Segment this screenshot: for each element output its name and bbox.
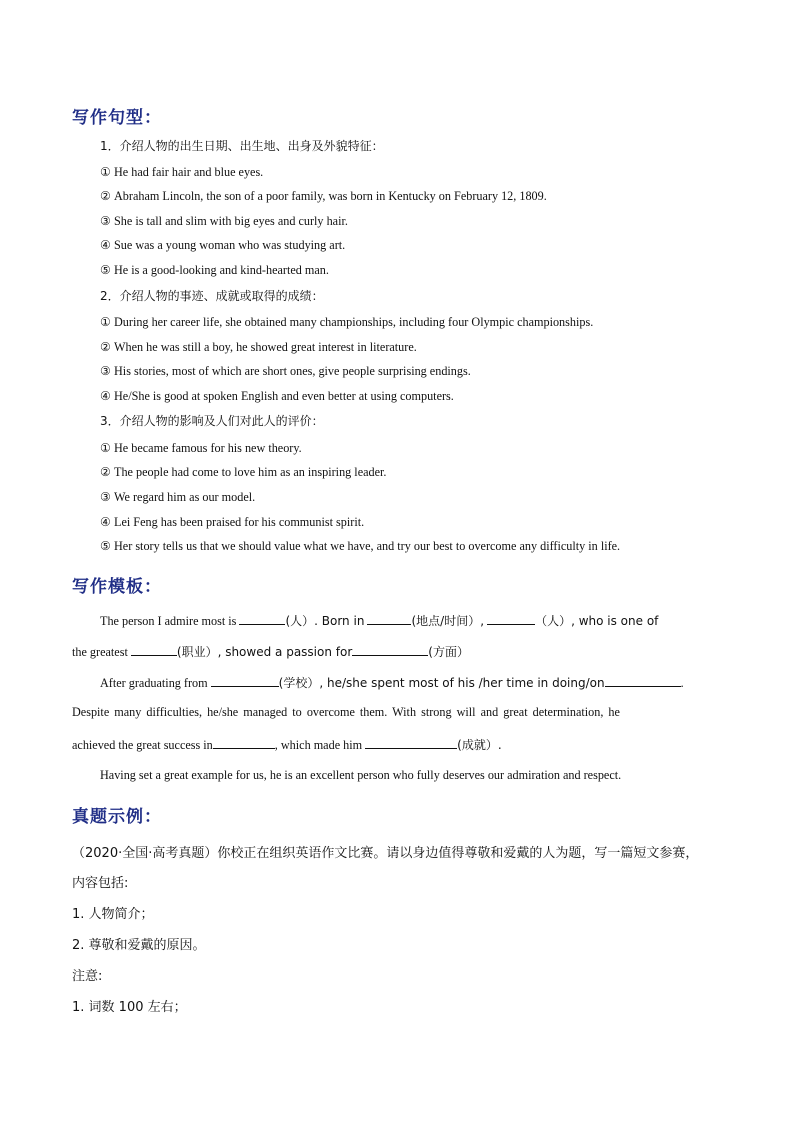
exam-prompt-line-3: 1. 人物简介； bbox=[72, 907, 154, 922]
item-number: ⑤ bbox=[100, 263, 111, 277]
list-item bbox=[100, 237, 345, 253]
blank-line bbox=[487, 613, 535, 625]
item-text: He/She is good at spoken English and even better at using computers. bbox=[114, 389, 454, 403]
exam-prompt-line-5: 注意: bbox=[72, 969, 103, 984]
item-number: ① bbox=[100, 441, 111, 455]
item-number: ② bbox=[100, 465, 111, 479]
item-number: ① bbox=[100, 315, 111, 329]
section-1-title: 1．介绍人物的出生日期、出生地、出身及外貌特征： bbox=[100, 139, 384, 153]
heading-real-exam-example: 真题示例： bbox=[72, 807, 162, 827]
item-number: ③ bbox=[100, 214, 111, 228]
template-text: (职业）, showed a passion for bbox=[176, 645, 353, 659]
item-number: ① bbox=[100, 165, 111, 179]
template-line-4: Despite many difficulties, he/she managed to overcome them. With strong will and great determination, he bbox=[72, 705, 620, 719]
item-number: ② bbox=[100, 340, 111, 354]
item-number: ⑤ bbox=[100, 539, 111, 553]
item-text: Sue was a young woman who was studying art. bbox=[114, 238, 346, 252]
template-text: (人）. Born in bbox=[285, 614, 365, 628]
template-text: (学校）, he/she spent most of his /her time in doing/on bbox=[278, 676, 605, 690]
template-line-1 bbox=[100, 612, 750, 629]
item-number: ④ bbox=[100, 515, 111, 529]
exam-prompt-line-4: 2. 尊敬和爱戴的原因。 bbox=[72, 938, 206, 953]
template-text: The person I admire most is bbox=[100, 614, 237, 628]
item-text: He had fair hair and blue eyes. bbox=[114, 165, 264, 179]
blank-line bbox=[213, 737, 275, 749]
section-2-title: 2．介绍人物的事迹、成就或取得的成绩： bbox=[100, 289, 324, 303]
list-item bbox=[100, 262, 329, 278]
item-text: He is a good-looking and kind-hearted man. bbox=[114, 263, 329, 277]
list-item bbox=[100, 489, 255, 505]
template-text: . bbox=[680, 676, 684, 690]
list-item bbox=[100, 339, 417, 355]
item-text: His stories, most of which are short ones, give people surprising endings. bbox=[114, 364, 471, 378]
list-item bbox=[100, 538, 620, 554]
template-text: , which made him bbox=[274, 738, 363, 752]
blank-line bbox=[211, 675, 279, 687]
item-text: During her career life, she obtained many championships, including four Olympic championships. bbox=[114, 315, 594, 329]
item-text: Lei Feng has been praised for his communist spirit. bbox=[114, 515, 365, 529]
template-text: (成就）. bbox=[457, 738, 502, 752]
list-item bbox=[100, 164, 263, 180]
item-text: Her story tells us that we should value what we have, and try our best to overcome any difficulty in life. bbox=[114, 539, 621, 553]
item-number: ③ bbox=[100, 364, 111, 378]
item-number: ④ bbox=[100, 238, 111, 252]
exam-prompt-line-1: （2020·全国·高考真题）你校正在组织英语作文比赛。请以身边值得尊敬和爱戴的人为题，写一篇短文参赛， bbox=[72, 846, 699, 861]
section-3-title: 3．介绍人物的影响及人们对此人的评价： bbox=[100, 414, 324, 428]
blank-line bbox=[365, 737, 457, 749]
template-text: (方面） bbox=[428, 645, 469, 659]
blank-line bbox=[367, 613, 411, 625]
item-text: We regard him as our model. bbox=[114, 490, 256, 504]
item-number: ④ bbox=[100, 389, 111, 403]
template-line-3 bbox=[100, 674, 750, 691]
list-item bbox=[100, 314, 593, 330]
list-item bbox=[100, 464, 386, 480]
list-item bbox=[100, 440, 302, 456]
item-text: The people had come to love him as an inspiring leader. bbox=[114, 465, 387, 479]
item-number: ② bbox=[100, 189, 111, 203]
list-item bbox=[100, 188, 547, 204]
list-item bbox=[100, 388, 454, 404]
item-number: ③ bbox=[100, 490, 111, 504]
template-text: achieved the great success in bbox=[72, 738, 213, 752]
item-text: She is tall and slim with big eyes and curly hair. bbox=[114, 214, 348, 228]
exam-prompt-line-6: 1. 词数 100 左右； bbox=[72, 1000, 187, 1015]
heading-writing-template: 写作模板： bbox=[72, 577, 162, 597]
item-text: When he was still a boy, he showed great interest in literature. bbox=[114, 340, 417, 354]
item-text: Abraham Lincoln, the son of a poor family, was born in Kentucky on February 12, 1809. bbox=[114, 189, 547, 203]
template-text: (地点/时间）, bbox=[411, 614, 485, 628]
list-item bbox=[100, 363, 471, 379]
blank-line bbox=[605, 675, 681, 687]
template-text: After graduating from bbox=[100, 676, 208, 690]
item-text: He became famous for his new theory. bbox=[114, 441, 302, 455]
blank-line bbox=[352, 644, 428, 656]
template-text: the greatest bbox=[72, 645, 128, 659]
blank-line bbox=[239, 613, 285, 625]
template-line-6: Having set a great example for us, he is an excellent person who fully deserves our admiration and respect. bbox=[100, 768, 622, 782]
template-line-5 bbox=[72, 736, 722, 753]
list-item bbox=[100, 514, 364, 530]
template-line-2 bbox=[72, 643, 722, 660]
template-text: （人）, who is one of bbox=[535, 614, 659, 628]
blank-line bbox=[131, 644, 177, 656]
heading-sentence-patterns: 写作句型： bbox=[72, 108, 162, 128]
list-item bbox=[100, 213, 348, 229]
exam-prompt-line-2: 内容包括: bbox=[72, 876, 129, 891]
